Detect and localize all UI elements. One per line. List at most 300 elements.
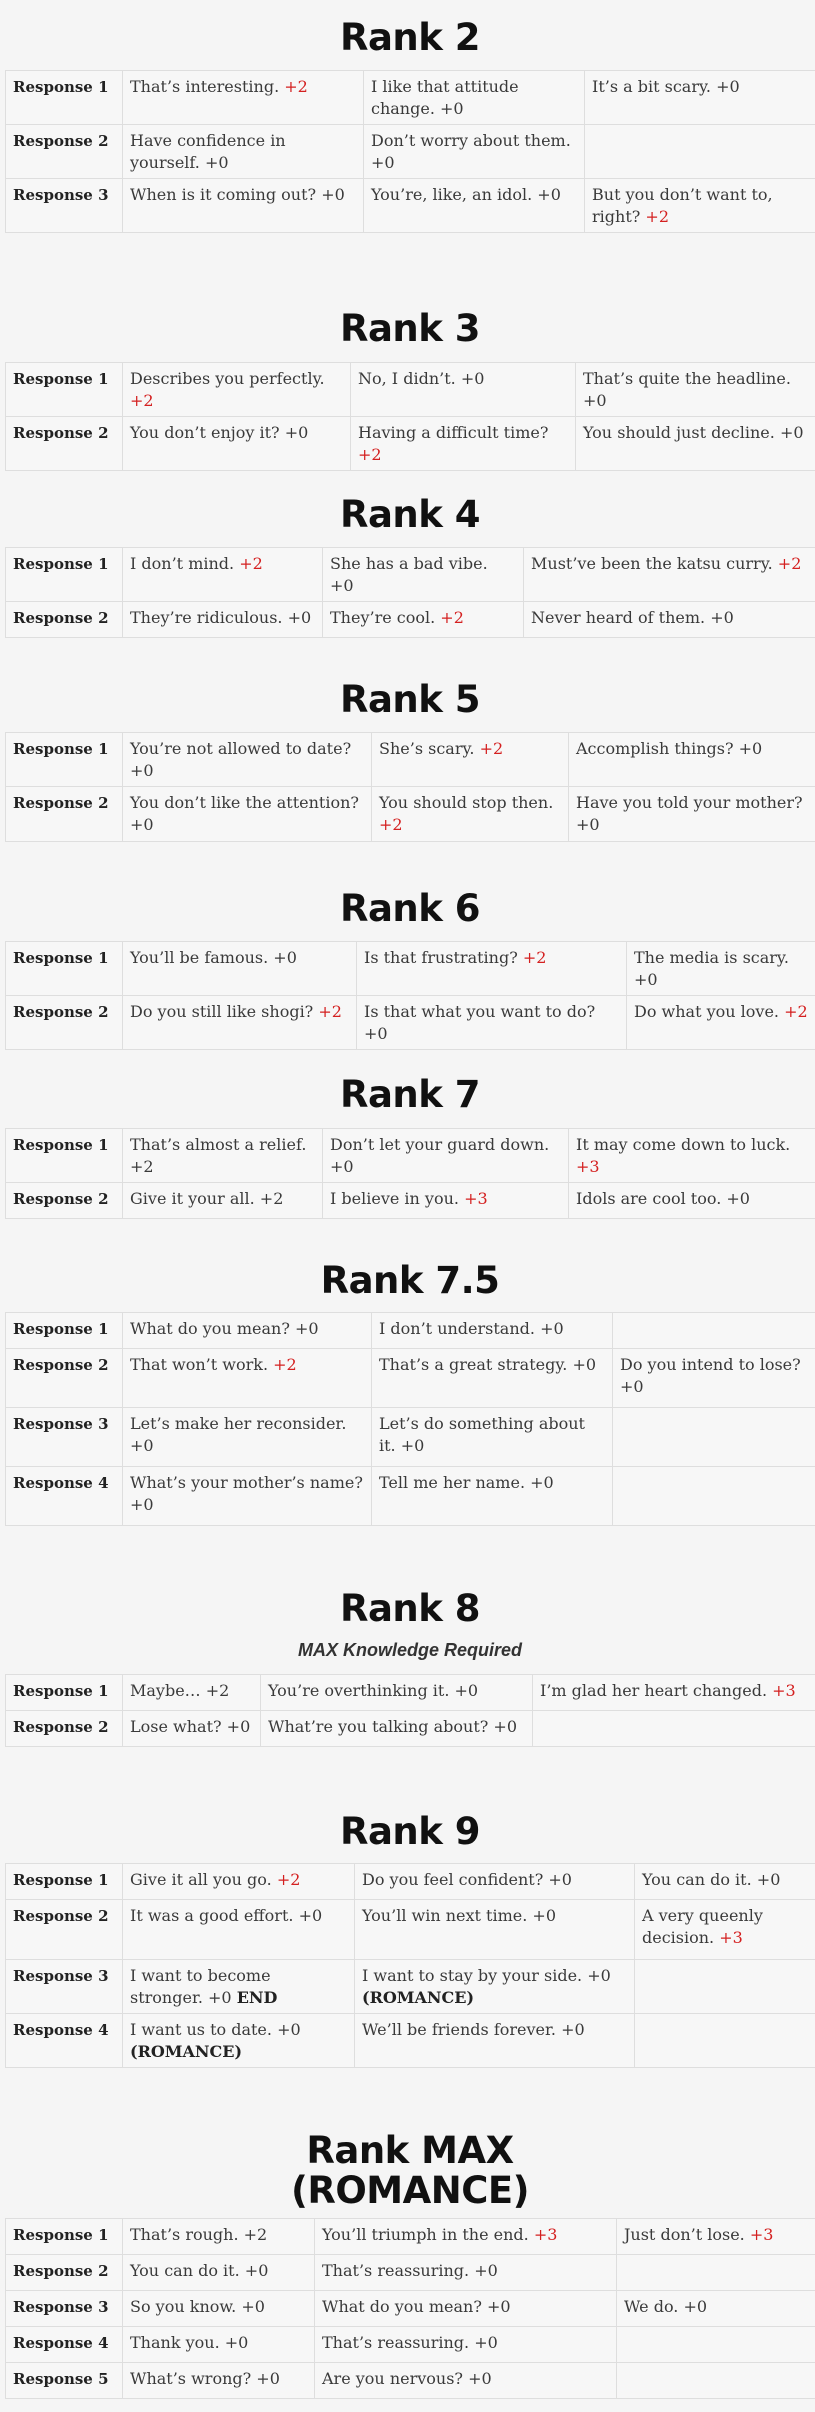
points-value: +0	[284, 423, 309, 442]
points-value: +3	[533, 2225, 558, 2244]
responses-table-rank-max-romance	[5, 2218, 815, 2399]
points-value: +0	[548, 1870, 572, 1889]
table-row	[6, 2219, 815, 2255]
response-label: Response 3	[6, 1960, 123, 2014]
points-value: +0	[540, 1319, 564, 1338]
responses-table-rank-6	[5, 941, 815, 1050]
responses-table-rank-3	[5, 362, 815, 471]
points-value: +0	[130, 1495, 154, 1514]
response-label: Response 5	[6, 2363, 123, 2399]
option-text: What’s wrong?	[130, 2369, 252, 2388]
points-value: +0	[294, 1319, 319, 1338]
option-text: Do you still like shogi?	[130, 1002, 314, 1021]
points-value: +0	[468, 2369, 492, 2388]
option-text: She’s scary.	[379, 739, 475, 758]
points-value: +0	[532, 1906, 556, 1925]
table-row	[6, 417, 815, 471]
option-text: That’s a great strategy.	[379, 1355, 568, 1374]
response-label: Response 4	[6, 2014, 123, 2068]
points-value: +0	[256, 2369, 280, 2388]
response-option	[635, 2014, 815, 2068]
response-option	[123, 1183, 323, 1219]
option-text: You’ll triumph in the end.	[322, 2225, 529, 2244]
response-label: Response 2	[6, 1711, 123, 1747]
option-text: You don’t like the attention?	[130, 793, 359, 812]
points-value: +0	[226, 1717, 251, 1736]
response-option	[123, 1467, 372, 1526]
option-text: Tell me her name.	[379, 1473, 526, 1492]
response-option	[372, 1349, 613, 1408]
points-value: +2	[276, 1870, 301, 1889]
response-option	[372, 733, 569, 787]
response-label: Response 1	[6, 1129, 123, 1183]
response-option	[576, 363, 815, 417]
response-option	[364, 71, 585, 125]
option-text: I’m glad her heart changed.	[540, 1681, 768, 1700]
table-row	[6, 2327, 815, 2363]
points-value: +0	[130, 1436, 154, 1455]
points-value: +0	[779, 423, 804, 442]
response-option	[569, 1129, 815, 1183]
responses-table-rank-7-5	[5, 1312, 815, 1526]
option-text: They’re ridiculous.	[130, 608, 283, 627]
response-option	[357, 942, 627, 996]
responses-table-rank-5	[5, 732, 815, 842]
response-label: Response 1	[6, 2219, 123, 2255]
points-value: +0	[530, 1473, 554, 1492]
table-row	[6, 2255, 815, 2291]
response-option	[635, 1900, 815, 1960]
option-text: Do you intend to lose?	[620, 1355, 801, 1374]
response-option	[123, 2219, 315, 2255]
table-row	[6, 2014, 815, 2068]
option-text: I like that attitude change.	[371, 77, 519, 118]
response-option	[123, 2255, 315, 2291]
option-text: You’ll win next time.	[362, 1906, 528, 1925]
response-label: Response 4	[6, 1467, 123, 1526]
points-value: +0	[130, 815, 154, 834]
response-option	[635, 1960, 815, 2014]
option-text: No, I didn’t.	[358, 369, 456, 388]
rank-title-rank-4: Rank 4	[339, 493, 481, 536]
response-label: Response 2	[6, 1349, 123, 1408]
option-text: Having a difficult time?	[358, 423, 549, 442]
response-option	[123, 71, 364, 125]
response-option	[351, 417, 576, 471]
points-value: +0	[400, 1436, 425, 1455]
response-option	[627, 996, 815, 1050]
response-option	[123, 1900, 355, 1960]
response-option	[372, 1313, 613, 1349]
points-value: +2	[130, 391, 154, 410]
points-value: +0	[460, 369, 485, 388]
response-option	[123, 1711, 261, 1747]
response-option	[355, 1900, 635, 1960]
response-option	[323, 602, 524, 638]
points-value: +2	[318, 1002, 342, 1021]
rank-title-rank-2: Rank 2	[339, 16, 481, 59]
points-value: +0	[756, 1870, 781, 1889]
response-option	[533, 1675, 815, 1711]
points-value: +2	[440, 608, 464, 627]
response-option	[351, 363, 576, 417]
option-text: Lose what?	[130, 1717, 222, 1736]
response-option	[123, 363, 351, 417]
option-text: I want to stay by your side.	[362, 1966, 583, 1985]
points-value: +2	[130, 1157, 154, 1176]
response-option	[123, 1408, 372, 1467]
response-option	[524, 548, 815, 602]
points-value: +0	[273, 948, 297, 967]
option-text: What do you mean?	[130, 1319, 290, 1338]
response-label: Response 1	[6, 1864, 123, 1900]
rank-subtitle: MAX Knowledge Required	[297, 1640, 522, 1660]
response-label: Response 4	[6, 2327, 123, 2363]
points-value: +0	[493, 1717, 518, 1736]
response-option	[123, 2014, 355, 2068]
response-option	[524, 602, 815, 638]
option-text: Do what you love.	[634, 1002, 780, 1021]
table-row	[6, 1313, 815, 1349]
points-value: +0	[683, 2297, 708, 2316]
option-text: You’re overthinking it.	[268, 1681, 450, 1700]
response-option	[123, 1675, 261, 1711]
option-text: They’re cool.	[330, 608, 436, 627]
option-text: Accomplish things?	[576, 739, 734, 758]
option-text: Have you told your mother?	[576, 793, 803, 812]
response-label: Response 2	[6, 1183, 123, 1219]
response-option	[123, 996, 357, 1050]
option-text: Must’ve been the katsu curry.	[531, 554, 773, 573]
table-row	[6, 1675, 815, 1711]
option-text: When is it coming out?	[130, 185, 317, 204]
points-value: +2	[243, 2225, 268, 2244]
option-text: Are you nervous?	[322, 2369, 464, 2388]
route-tag: (ROMANCE)	[130, 2042, 243, 2061]
option-text: She has a bad vibe.	[330, 554, 488, 573]
points-value: +0	[364, 1024, 388, 1043]
option-text: Do you feel confident?	[362, 1870, 544, 1889]
points-value: +0	[204, 153, 229, 172]
response-label: Response 2	[6, 787, 123, 842]
response-option	[123, 1864, 355, 1900]
option-text: That’s reassuring.	[322, 2261, 470, 2280]
response-option	[315, 2291, 617, 2327]
points-value: +0	[371, 153, 395, 172]
rank-title-rank-9: Rank 9	[339, 1810, 481, 1853]
response-option	[617, 2363, 815, 2399]
points-value: +0	[474, 2261, 498, 2280]
points-value: +0	[321, 185, 345, 204]
option-text: Don’t let your guard down.	[330, 1135, 550, 1154]
points-value: +0	[454, 1681, 479, 1700]
option-text: You don’t enjoy it?	[130, 423, 280, 442]
response-label: Response 2	[6, 996, 123, 1050]
option-text: That’s reassuring.	[322, 2333, 470, 2352]
response-label: Response 2	[6, 2255, 123, 2291]
response-label: Response 1	[6, 1675, 123, 1711]
table-row	[6, 1900, 815, 1960]
response-option	[617, 2291, 815, 2327]
response-option	[355, 1960, 635, 2014]
response-option	[123, 548, 323, 602]
points-value: +0	[537, 185, 561, 204]
table-row	[6, 1467, 815, 1526]
option-text: It may come down to luck.	[576, 1135, 791, 1154]
response-option	[323, 548, 524, 602]
response-option	[123, 2363, 315, 2399]
option-text: It’s a bit scary.	[592, 77, 711, 96]
points-value: +0	[244, 2261, 269, 2280]
response-option	[261, 1675, 533, 1711]
response-label: Response 3	[6, 2291, 123, 2327]
response-label: Response 1	[6, 363, 123, 417]
points-value: +3	[749, 2225, 774, 2244]
response-option	[372, 787, 569, 842]
responses-table-rank-2	[5, 70, 815, 233]
points-value: +0	[486, 2297, 511, 2316]
option-text: Idols are cool too.	[576, 1189, 722, 1208]
table-row	[6, 1864, 815, 1900]
response-option	[315, 2327, 617, 2363]
points-value: +2	[205, 1681, 230, 1700]
option-text: I don’t understand.	[379, 1319, 535, 1338]
table-row	[6, 1183, 815, 1219]
option-text: That’s interesting.	[130, 77, 280, 96]
points-value: +0	[716, 77, 740, 96]
response-option	[261, 1711, 533, 1747]
points-value: +0	[298, 1906, 323, 1925]
response-option	[123, 787, 372, 842]
response-option	[617, 2255, 815, 2291]
option-text: That’s almost a relief.	[130, 1135, 307, 1154]
option-text: So you know.	[130, 2297, 237, 2316]
response-label: Response 2	[6, 1900, 123, 1960]
points-value: +0	[130, 761, 154, 780]
response-option	[613, 1349, 815, 1408]
points-value: +2	[239, 554, 263, 573]
points-value: +0	[634, 970, 658, 989]
points-value: +2	[284, 77, 308, 96]
response-option	[585, 71, 815, 125]
option-text: That’s rough.	[130, 2225, 239, 2244]
response-option	[627, 942, 815, 996]
points-value: +0	[726, 1189, 750, 1208]
table-row	[6, 363, 815, 417]
response-option	[585, 125, 815, 179]
response-option	[569, 787, 815, 842]
points-value: +3	[576, 1157, 600, 1176]
table-row	[6, 2291, 815, 2327]
option-text: Give it all you go.	[130, 1870, 272, 1889]
table-row	[6, 733, 815, 787]
points-value: +2	[522, 948, 547, 967]
response-option	[315, 2255, 617, 2291]
responses-table-rank-4	[5, 547, 815, 638]
response-label: Response 3	[6, 1408, 123, 1467]
points-value: +3	[464, 1189, 488, 1208]
option-text: Is that what you want to do?	[364, 1002, 596, 1021]
points-value: +0	[620, 1377, 644, 1396]
response-option	[123, 179, 364, 233]
response-label: Response 1	[6, 942, 123, 996]
response-option	[323, 1183, 569, 1219]
points-value: +0	[561, 2020, 585, 2039]
option-text: I don’t mind.	[130, 554, 235, 573]
option-text: Thank you.	[130, 2333, 220, 2352]
rank-title-rank-8: Rank 8	[339, 1587, 481, 1630]
response-option	[123, 1960, 355, 2014]
option-text: You can do it.	[642, 1870, 752, 1889]
points-value: +0	[277, 2020, 301, 2039]
response-option	[635, 1864, 815, 1900]
option-text: Never heard of them.	[531, 608, 706, 627]
option-text: You should just decline.	[583, 423, 775, 442]
response-label: Response 2	[6, 602, 123, 638]
points-value: +2	[784, 1002, 808, 1021]
rank-title-rank-max-romance: Rank MAX (ROMANCE)	[290, 2129, 530, 2212]
table-row	[6, 2363, 815, 2399]
option-text: You’ll be famous.	[130, 948, 269, 967]
table-row	[6, 787, 815, 842]
points-value: +2	[273, 1355, 297, 1374]
option-text: A very queenly decision.	[642, 1906, 763, 1947]
points-value: +0	[710, 608, 734, 627]
response-option	[123, 1349, 372, 1408]
response-option	[355, 1864, 635, 1900]
table-row	[6, 125, 815, 179]
responses-table-rank-7	[5, 1128, 815, 1219]
response-option	[355, 2014, 635, 2068]
option-text: Let’s do something about it.	[379, 1414, 585, 1455]
response-option	[372, 1467, 613, 1526]
table-row	[6, 602, 815, 638]
table-row	[6, 996, 815, 1050]
response-option	[123, 602, 323, 638]
option-text: What’s your mother’s name?	[130, 1473, 363, 1492]
points-value: +0	[583, 391, 607, 410]
points-value: +3	[719, 1928, 743, 1947]
points-value: +0	[330, 576, 354, 595]
option-text: What’re you talking about?	[268, 1717, 489, 1736]
points-value: +2	[777, 554, 802, 573]
response-label: Response 3	[6, 179, 123, 233]
option-text: Describes you perfectly.	[130, 369, 325, 388]
table-row	[6, 548, 815, 602]
response-option	[315, 2363, 617, 2399]
response-label: Response 2	[6, 417, 123, 471]
response-option	[613, 1408, 815, 1467]
option-text: You should stop then.	[379, 793, 554, 812]
response-option	[123, 1313, 372, 1349]
response-option	[123, 1129, 323, 1183]
points-value: +0	[474, 2333, 498, 2352]
option-text: Give it your all.	[130, 1189, 255, 1208]
points-value: +2	[645, 207, 670, 226]
response-option	[123, 733, 372, 787]
points-value: +0	[440, 99, 464, 118]
points-value: +0	[224, 2333, 249, 2352]
option-text: We do.	[624, 2297, 679, 2316]
option-text: That’s quite the headline.	[583, 369, 791, 388]
response-option	[364, 179, 585, 233]
table-row	[6, 942, 815, 996]
points-value: +2	[358, 445, 382, 464]
option-text: Maybe…	[130, 1681, 201, 1700]
response-option	[357, 996, 627, 1050]
option-text: I want us to date.	[130, 2020, 272, 2039]
option-text: We’ll be friends forever.	[362, 2020, 556, 2039]
response-option	[123, 125, 364, 179]
table-row	[6, 71, 815, 125]
points-value: +0	[241, 2297, 265, 2316]
rank-title-rank-7-5: Rank 7.5	[320, 1259, 500, 1302]
option-text: Don’t worry about them.	[371, 131, 571, 150]
response-option	[569, 1183, 815, 1219]
route-tag: (ROMANCE)	[362, 1988, 475, 2007]
response-option	[613, 1467, 815, 1526]
response-label: Response 2	[6, 125, 123, 179]
response-option	[533, 1711, 815, 1747]
response-option	[123, 942, 357, 996]
option-text: Have confidence in yourself.	[130, 131, 286, 172]
response-option	[372, 1408, 613, 1467]
response-option	[585, 179, 815, 233]
response-option	[364, 125, 585, 179]
rank-title-rank-7: Rank 7	[339, 1073, 481, 1116]
option-text: You’re, like, an idol.	[371, 185, 533, 204]
rank-title-rank-5: Rank 5	[339, 678, 481, 721]
option-text: What do you mean?	[322, 2297, 482, 2316]
table-row	[6, 1711, 815, 1747]
response-option	[123, 2327, 315, 2363]
response-option	[569, 733, 815, 787]
option-text: I believe in you.	[330, 1189, 459, 1208]
points-value: +0	[287, 608, 312, 627]
response-option	[315, 2219, 617, 2255]
points-value: +2	[479, 739, 504, 758]
table-row	[6, 1129, 815, 1183]
response-label: Response 1	[6, 71, 123, 125]
rank-title-rank-6: Rank 6	[339, 887, 481, 930]
points-value: +2	[259, 1189, 284, 1208]
table-row	[6, 1960, 815, 2014]
points-value: +0	[208, 1988, 232, 2007]
response-option	[123, 2291, 315, 2327]
route-tag: END	[236, 1988, 278, 2007]
option-text: It was a good effort.	[130, 1906, 294, 1925]
option-text: Just don’t lose.	[624, 2225, 745, 2244]
response-option	[123, 417, 351, 471]
option-text: Is that frustrating?	[364, 948, 518, 967]
response-option	[613, 1313, 815, 1349]
table-row	[6, 1408, 815, 1467]
option-text: I want to become stronger.	[130, 1966, 271, 2007]
option-text: You can do it.	[130, 2261, 240, 2280]
points-value: +0	[572, 1355, 597, 1374]
table-row	[6, 179, 815, 233]
response-option	[617, 2327, 815, 2363]
table-row	[6, 1349, 815, 1408]
responses-table-rank-9	[5, 1863, 815, 2068]
response-option	[617, 2219, 815, 2255]
response-label: Response 1	[6, 1313, 123, 1349]
option-text: Let’s make her reconsider.	[130, 1414, 347, 1433]
response-label: Response 1	[6, 733, 123, 787]
option-text: But you don’t want to, right?	[592, 185, 773, 226]
response-label: Response 1	[6, 548, 123, 602]
points-value: +2	[379, 815, 403, 834]
